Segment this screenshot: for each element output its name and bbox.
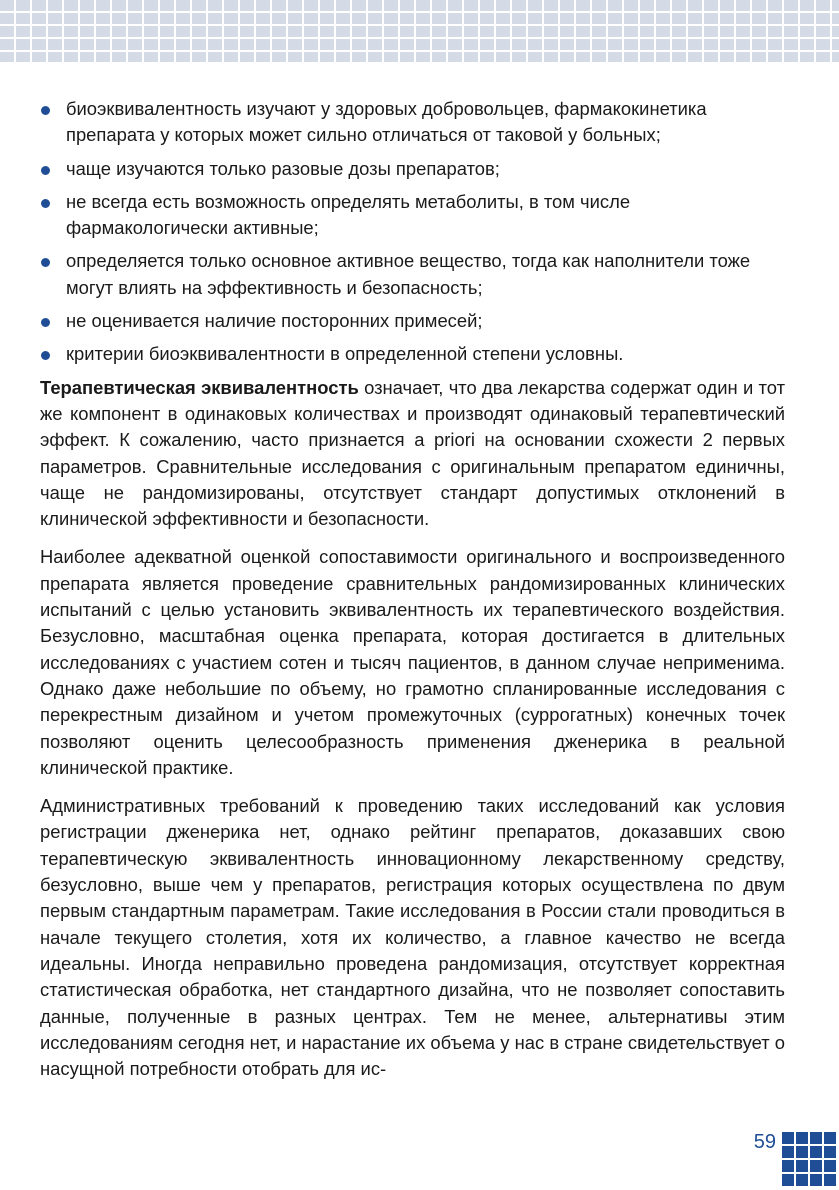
bullet-icon [41, 166, 50, 175]
bullet-text: не оценивается наличие посторонних примесей; [66, 310, 483, 332]
bullet-text: чаще изучаются только разовые дозы препаратов; [66, 157, 500, 179]
header-decorative-grid [0, 0, 839, 62]
bullet-icon [41, 351, 50, 360]
list-item [40, 308, 785, 334]
bullet-icon [41, 106, 50, 115]
list-item [40, 248, 785, 301]
bullet-icon [41, 199, 50, 208]
bullet-text: критерии биоэквивалентности в определенной степени условны. [66, 343, 624, 365]
list-item [40, 341, 785, 367]
paragraph-therapeutic-equivalence [40, 375, 785, 533]
list-item [40, 189, 785, 242]
footer-decorative-grid [782, 1132, 839, 1190]
page-content [40, 96, 785, 1094]
page-number: 59 [753, 1131, 776, 1153]
term-heading: Терапевтическая эквивалентность [40, 376, 359, 398]
bullet-icon [41, 318, 50, 327]
paragraph-text: означает, что два лекарства содержат один и тот же компонент в одинаковых количествах и производят одинаковый терапевтический эффект. К сожалению, часто признается a priori на основании схожести 2 первых параметров. Сравнительные исследования с оригинальным препаратом единичны, чаще не рандомизированы, отсутствует стандарт допустимых отклонений в клинической эффективности и безопасности. [40, 376, 785, 530]
bullet-list [40, 96, 785, 368]
list-item [40, 156, 785, 182]
bullet-text: не всегда есть возможность определять метаболиты, в том числе фармакологически активные; [66, 190, 631, 239]
bullet-text: биоэквивалентность изучают у здоровых добровольцев, фармакокинетика препарата у которых может сильно отличаться от таковой у больных; [66, 98, 707, 146]
paragraph-comparative-trials: Наиболее адекватной оценкой сопоставимости оригинального и воспроизведенного препарата является проведение сравнительных рандомизированных клинических испытаний с целью установить эквивалентность их терапевтического воздействия. Безусловно, масштабная оценка препарата, которая достигается в длительных исследованиях с участием сотен и тысяч пациентов, в данном случае неприменима. Однако даже небольшие по объему, но грамотно спланированные исследования с перекрестным дизайном и учетом промежуточных (суррогатных) конечных точек позволяют оценить целесообразность применения дженерика в реальной клинической практике. [40, 546, 785, 778]
bullet-icon [41, 258, 50, 267]
list-item [40, 96, 785, 149]
paragraph-administrative-requirements: Административных требований к проведению таких исследований как условия регистрации дженерика нет, однако рейтинг препаратов, доказавших свою терапевтическую эквивалентность инновационному лекарственному средству, безусловно, выше чем у препаратов, регистрация которых осуществлена по двум первым стандартным параметрам. Такие исследования в России стали проводиться в начале текущего столетия, хотя их количество, а главное качество не всегда идеальны. Иногда неправильно проведена рандомизация, отсутствует корректная статистическая обработка, нет стандартного дизайна, что не позволяет сопоставить данные, полученные в разных центрах. Тем не менее, альтернативы этим исследованиям сегодня нет, и нарастание их объема у нас в стране свидетельствует о насущной потребности отобрать для ис- [40, 795, 785, 1080]
bullet-text: определяется только основное активное вещество, тогда как наполнители тоже могут влиять на эффективность и безопасность; [66, 250, 751, 298]
